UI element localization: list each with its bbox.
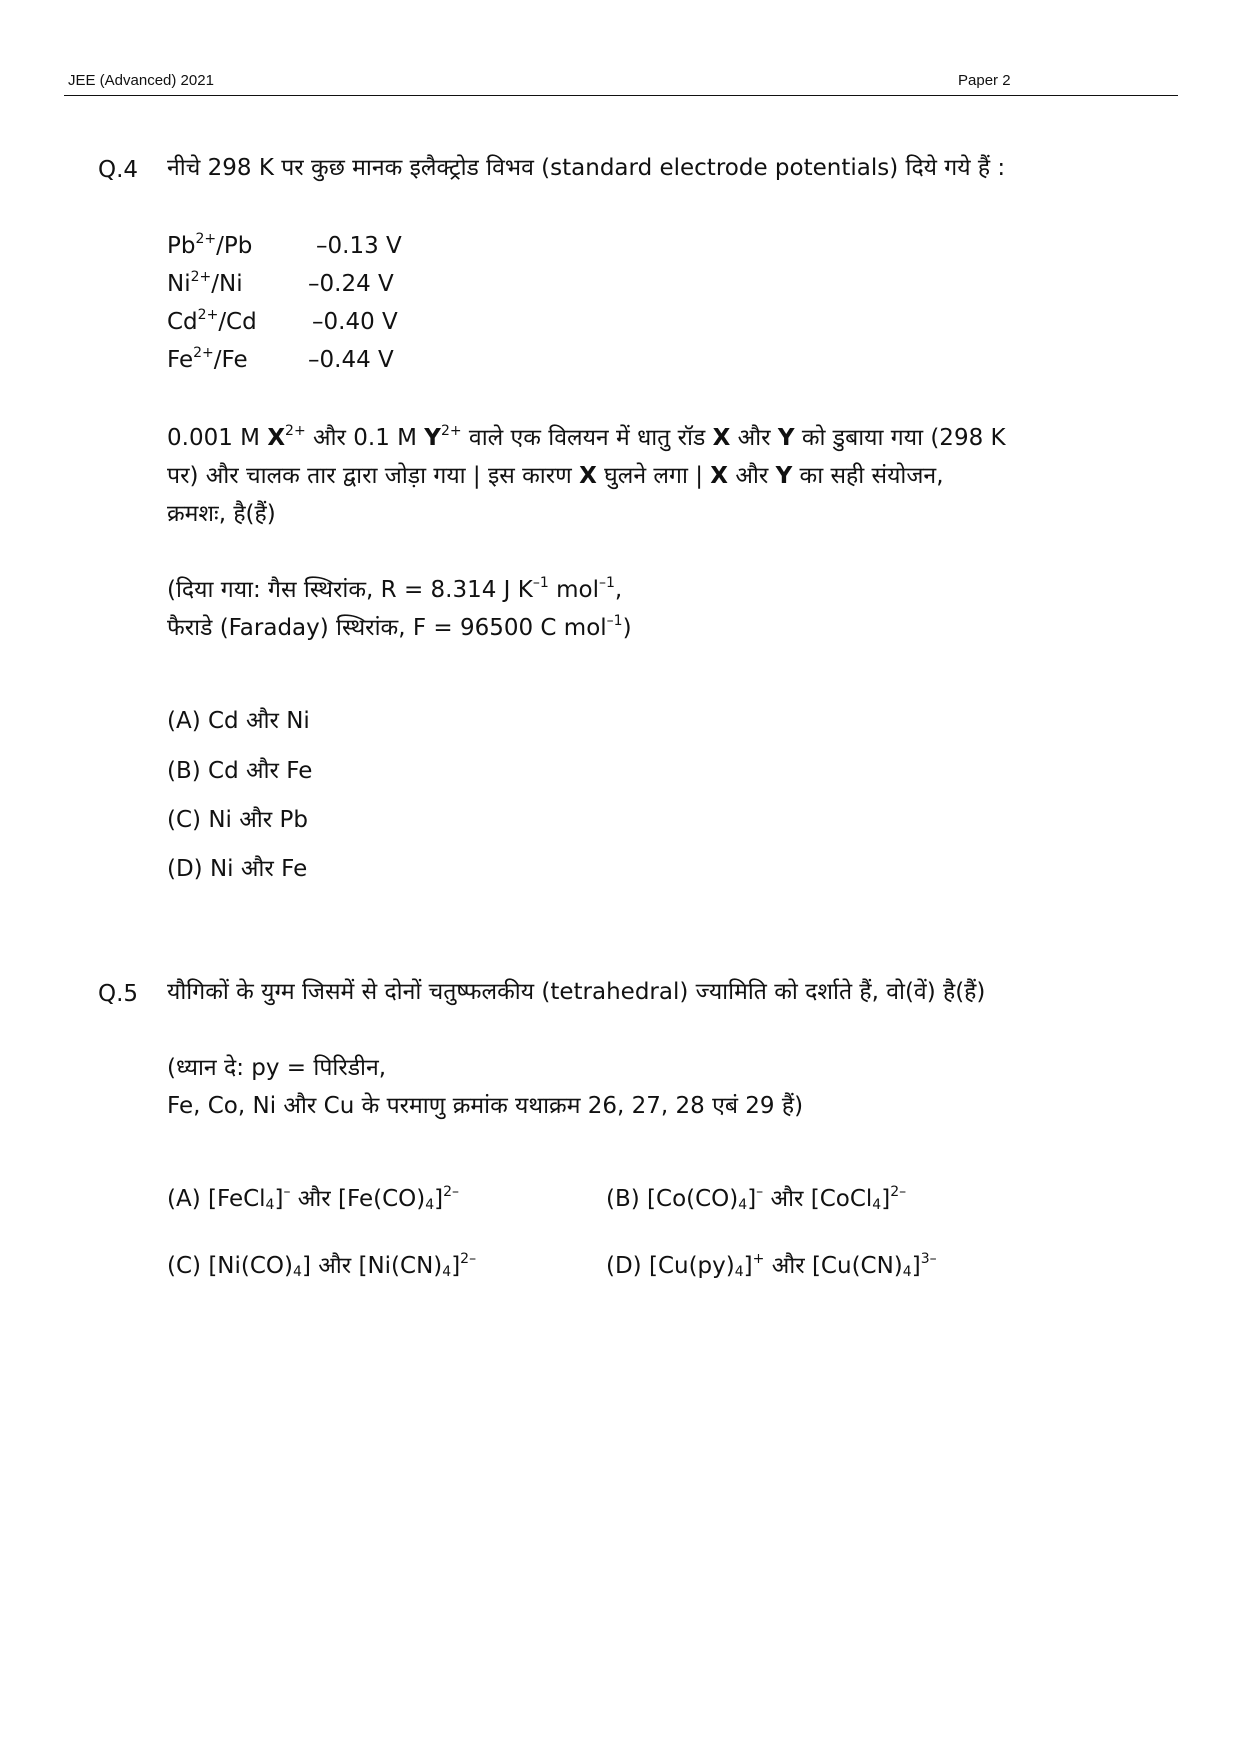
q4-number: Q.4 [98, 157, 139, 183]
q5-option-a[interactable]: (A) [FeCl$_4$]– और $[Fe(CO)_4]^{2-}$ [167, 1184, 460, 1213]
q5-option-c[interactable]: (C) $[Ni(CO)_4]$ और $[Ni(CN)_4]^{2-}$ [167, 1251, 477, 1280]
q5-note: Fe, Co, Ni और Cu के परमाणु क्रमांक यथाक्रम 26, 27, 28 एबं 29 हैं) [167, 1093, 804, 1119]
q5-intro: यौगिकों के युग्म जिसमें से दोनों चतुष्फलकीय (tetrahedral) ज्यामिति को दर्शाते हैं, वो(वें) है(हैं) [167, 979, 986, 1005]
potential-value: –0.40 V [312, 309, 398, 335]
header-paper-number: Paper 2 [958, 72, 1011, 89]
q4-body-line: क्रमशः, है(हैं) [167, 501, 276, 527]
potential-couple: $Pb^{2+}/Pb$ [167, 231, 253, 259]
q4-option-d[interactable]: (D) Ni और Fe [167, 856, 308, 882]
potential-couple: $Fe^{2+}/Fe$ [167, 345, 248, 373]
q4-body-line: 0.001 M $X^{2+}$ और 0.1 M $Y^{2+}$ वाले एक विलयन में धातु रॉड X और Y को डुबाया गया (298 K [167, 423, 1006, 451]
q4-option-a[interactable]: (A) Cd और Ni [167, 708, 310, 734]
q5-option-d[interactable]: (D) $[Cu(py)_4]^+$ और $[Cu(CN)_4]^{3-}$ [606, 1251, 937, 1280]
header-exam-title: JEE (Advanced) 2021 [68, 72, 214, 89]
q4-given-constant-r: (दिया गया: गैस स्थिरांक, R = 8.314 J $K^{-1}$ mol$^{-1}$, [167, 575, 623, 603]
potential-value: –0.24 V [308, 271, 394, 297]
potential-couple: $Cd^{2+}/Cd$ [167, 307, 257, 335]
potential-couple: $Ni^{2+}/Ni$ [167, 269, 243, 297]
q5-number: Q.5 [98, 981, 139, 1007]
q4-intro: नीचे 298 K पर कुछ मानक इलैक्ट्रोड विभव (standard electrode potentials) दिये गये हैं : [167, 155, 1006, 181]
q4-option-c[interactable]: (C) Ni और Pb [167, 807, 308, 833]
q4-given-constant-f: फैराडे (Faraday) स्थिरांक, F = 96500 C mol$^{-1}$) [167, 613, 632, 641]
potential-value: –0.13 V [316, 233, 402, 259]
header-divider [64, 95, 1178, 96]
q4-option-b[interactable]: (B) Cd और Fe [167, 758, 313, 784]
potential-value: –0.44 V [308, 347, 394, 373]
q4-body-line: पर) और चालक तार द्वारा जोड़ा गया | इस कारण X घुलने लगा | X और Y का सही संयोजन, [167, 463, 944, 489]
q5-option-b[interactable]: (B) $[Co(CO)_4]^-$ और [CoCl$_4$]$^{2-}$ [606, 1184, 907, 1213]
q5-note: (ध्यान दे: py = पिरिडीन, [167, 1055, 387, 1081]
